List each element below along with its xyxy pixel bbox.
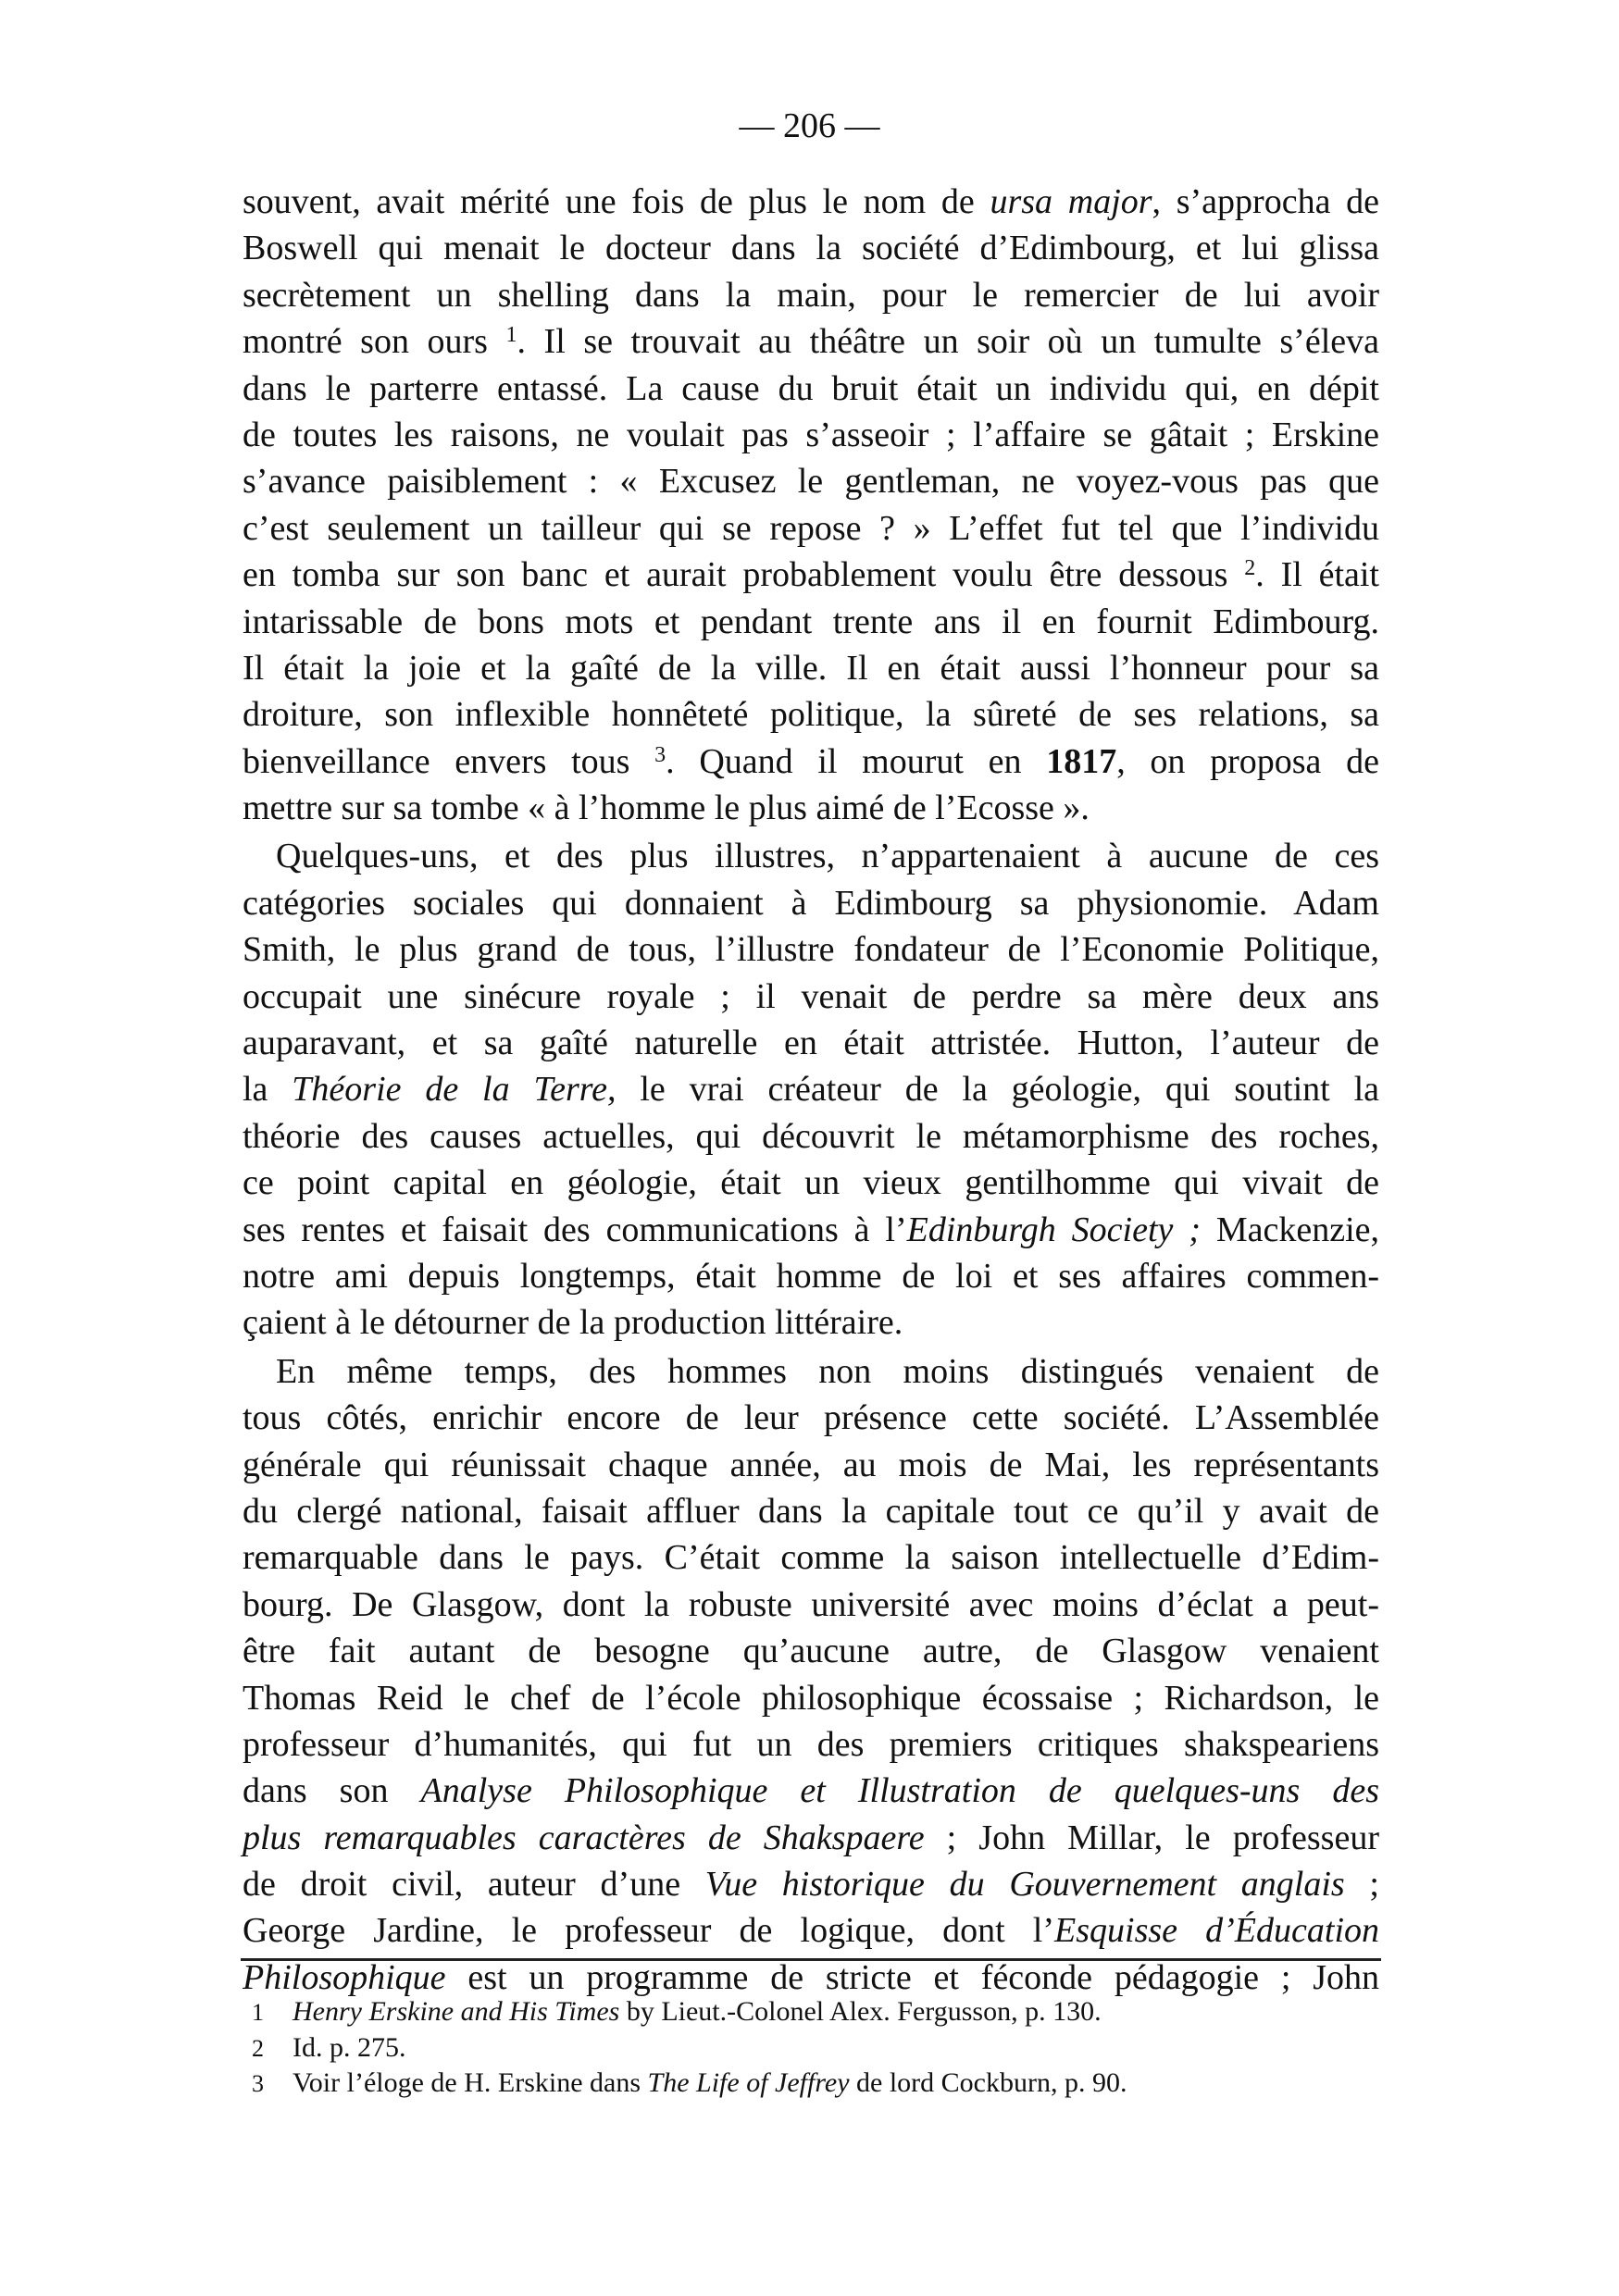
text-line: bienveillance envers tous $^3$. Quand il mourut en 1817, on proposa de — [243, 741, 1379, 781]
text-line: auparavant, et sa gaîté naturelle en était attristée. Hutton, l’auteur de — [243, 1024, 1379, 1063]
text-line: notre ami depuis longtemps, était homme de loi et ses affaires commen- — [243, 1256, 1379, 1296]
footnote-text: Voir l’éloge de H. Erskine dans The Life of Jeffrey de lord Cockburn, p. 90. — [293, 2067, 1127, 2098]
text-line: en tomba sur son banc et aurait probablement voulu être dessous $^2$. Il était — [243, 555, 1379, 595]
footnotes — [252, 1994, 1381, 2102]
text-line: Quelques-uns, et des plus illustres, n’appartenaient à aucune de ces — [276, 837, 1379, 876]
footnote — [252, 2030, 1381, 2066]
footnote-text: Henry Erskine and His Times by Lieut.-Colonel Alex. Fergusson, p. 130. — [293, 1996, 1102, 2027]
text-line: secrètement un shelling dans la main, pour le remercier de lui avoir — [243, 275, 1379, 315]
text-line: théorie des causes actuelles, qui découvrit le métamorphisme des roches, — [243, 1116, 1379, 1156]
paragraph — [243, 833, 1379, 1346]
text-line: droiture, son inflexible honnêteté politique, la sûreté de ses relations, sa — [243, 695, 1379, 735]
text-line: Thomas Reid le chef de l’école philosophique écossaise ; Richardson, le — [243, 1678, 1379, 1718]
text-line: tous côtés, enrichir encore de leur présence cette société. L’Assemblée — [243, 1398, 1379, 1438]
text-line: çaient à le détourner de la production littéraire. — [243, 1303, 903, 1343]
text-line: souvent, avait mérité une fois de plus le nom de ursa major, s’approcha de — [243, 182, 1379, 221]
footnote-mark: 2 — [252, 2034, 264, 2062]
text-line: ce point capital en géologie, était un vieux gentilhomme qui vivait de — [243, 1163, 1379, 1203]
footnote-mark: 1 — [252, 1999, 264, 2026]
text-line: Il était la joie et la gaîté de la ville. Il en était aussi l’honneur pour sa — [243, 648, 1379, 688]
text-line: ses rentes et faisait des communications à l’Edinburgh Society ; Mackenzie, — [243, 1210, 1380, 1249]
footnote-divider — [241, 1958, 1381, 1961]
text-line: s’avance paisiblement : « Excusez le gentleman, ne voyez-vous pas que — [243, 462, 1379, 502]
text-line: Boswell qui menait le docteur dans la société d’Edimbourg, et lui glissa — [243, 229, 1379, 268]
text-line: catégories sociales qui donnaient à Edimbourg sa physionomie. Adam — [243, 883, 1379, 923]
text-line: montré son ours $^1$. Il se trouvait au théâtre un soir où un tumulte s’éleva — [243, 322, 1379, 362]
text-line: Smith, le plus grand de tous, l’illustre fondateur de l’Economie Politique, — [243, 930, 1379, 970]
text-line: la Théorie de la Terre, le vrai créateur de la géologie, qui soutint la — [243, 1070, 1379, 1110]
text-line: mettre sur sa tombe « à l’homme le plus aimé de l’Ecosse ». — [243, 788, 1090, 828]
text-line: être fait autant de besogne qu’aucune autre, de Glasgow venaient — [243, 1632, 1379, 1671]
text-line: bourg. De Glasgow, dont la robuste université avec moins d’éclat a peut- — [243, 1584, 1379, 1624]
page-number: — 206 — — [739, 106, 880, 145]
text-line: professeur d’humanités, qui fut un des premiers critiques shakspeariens — [243, 1724, 1379, 1764]
footnote — [252, 1994, 1381, 2030]
text-line: générale qui réunissait chaque année, au mois de Mai, les représentants — [243, 1445, 1379, 1484]
text-line: intarissable de bons mots et pendant trente ans il en fournit Edimbourg. — [243, 602, 1379, 641]
text-line: de toutes les raisons, ne voulait pas s’asseoir ; l’affaire se gâtait ; Erskine — [243, 415, 1379, 454]
footnote-mark: 3 — [252, 2070, 264, 2097]
paragraph — [243, 179, 1379, 831]
body-text — [243, 179, 1379, 2001]
footnote-text: Id. p. 275. — [293, 2031, 406, 2063]
text-line: du clergé national, faisait affluer dans la capitale tout ce qu’il y avait de — [243, 1491, 1379, 1531]
text-line: plus remarquables caractères de Shakspaere ; John Millar, le professeur — [243, 1818, 1379, 1857]
text-line: dans le parterre entassé. La cause du bruit était un individu qui, en dépit — [243, 368, 1379, 408]
text-line: George Jardine, le professeur de logique, dont l’Esquisse d’Éducation — [243, 1911, 1379, 1951]
footnote — [252, 2066, 1381, 2102]
paragraph — [243, 1348, 1379, 2001]
text-line: En même temps, des hommes non moins distingués venaient de — [276, 1351, 1379, 1391]
text-line: c’est seulement un tailleur qui se repose ? » L’effet fut tel que l’individu — [243, 508, 1379, 548]
text-line: de droit civil, auteur d’une Vue historique du Gouvernement anglais ; — [243, 1865, 1379, 1905]
text-line: dans son Analyse Philosophique et Illustration de quelques-uns des — [243, 1771, 1380, 1811]
text-line: remarquable dans le pays. C’était comme la saison intellectuelle d’Edim- — [243, 1538, 1379, 1578]
text-line: Philosophique est un programme de stricte et féconde pédagogie ; John — [243, 1957, 1379, 1997]
text-line: occupait une sinécure royale ; il venait de perdre sa mère deux ans — [243, 976, 1379, 1016]
